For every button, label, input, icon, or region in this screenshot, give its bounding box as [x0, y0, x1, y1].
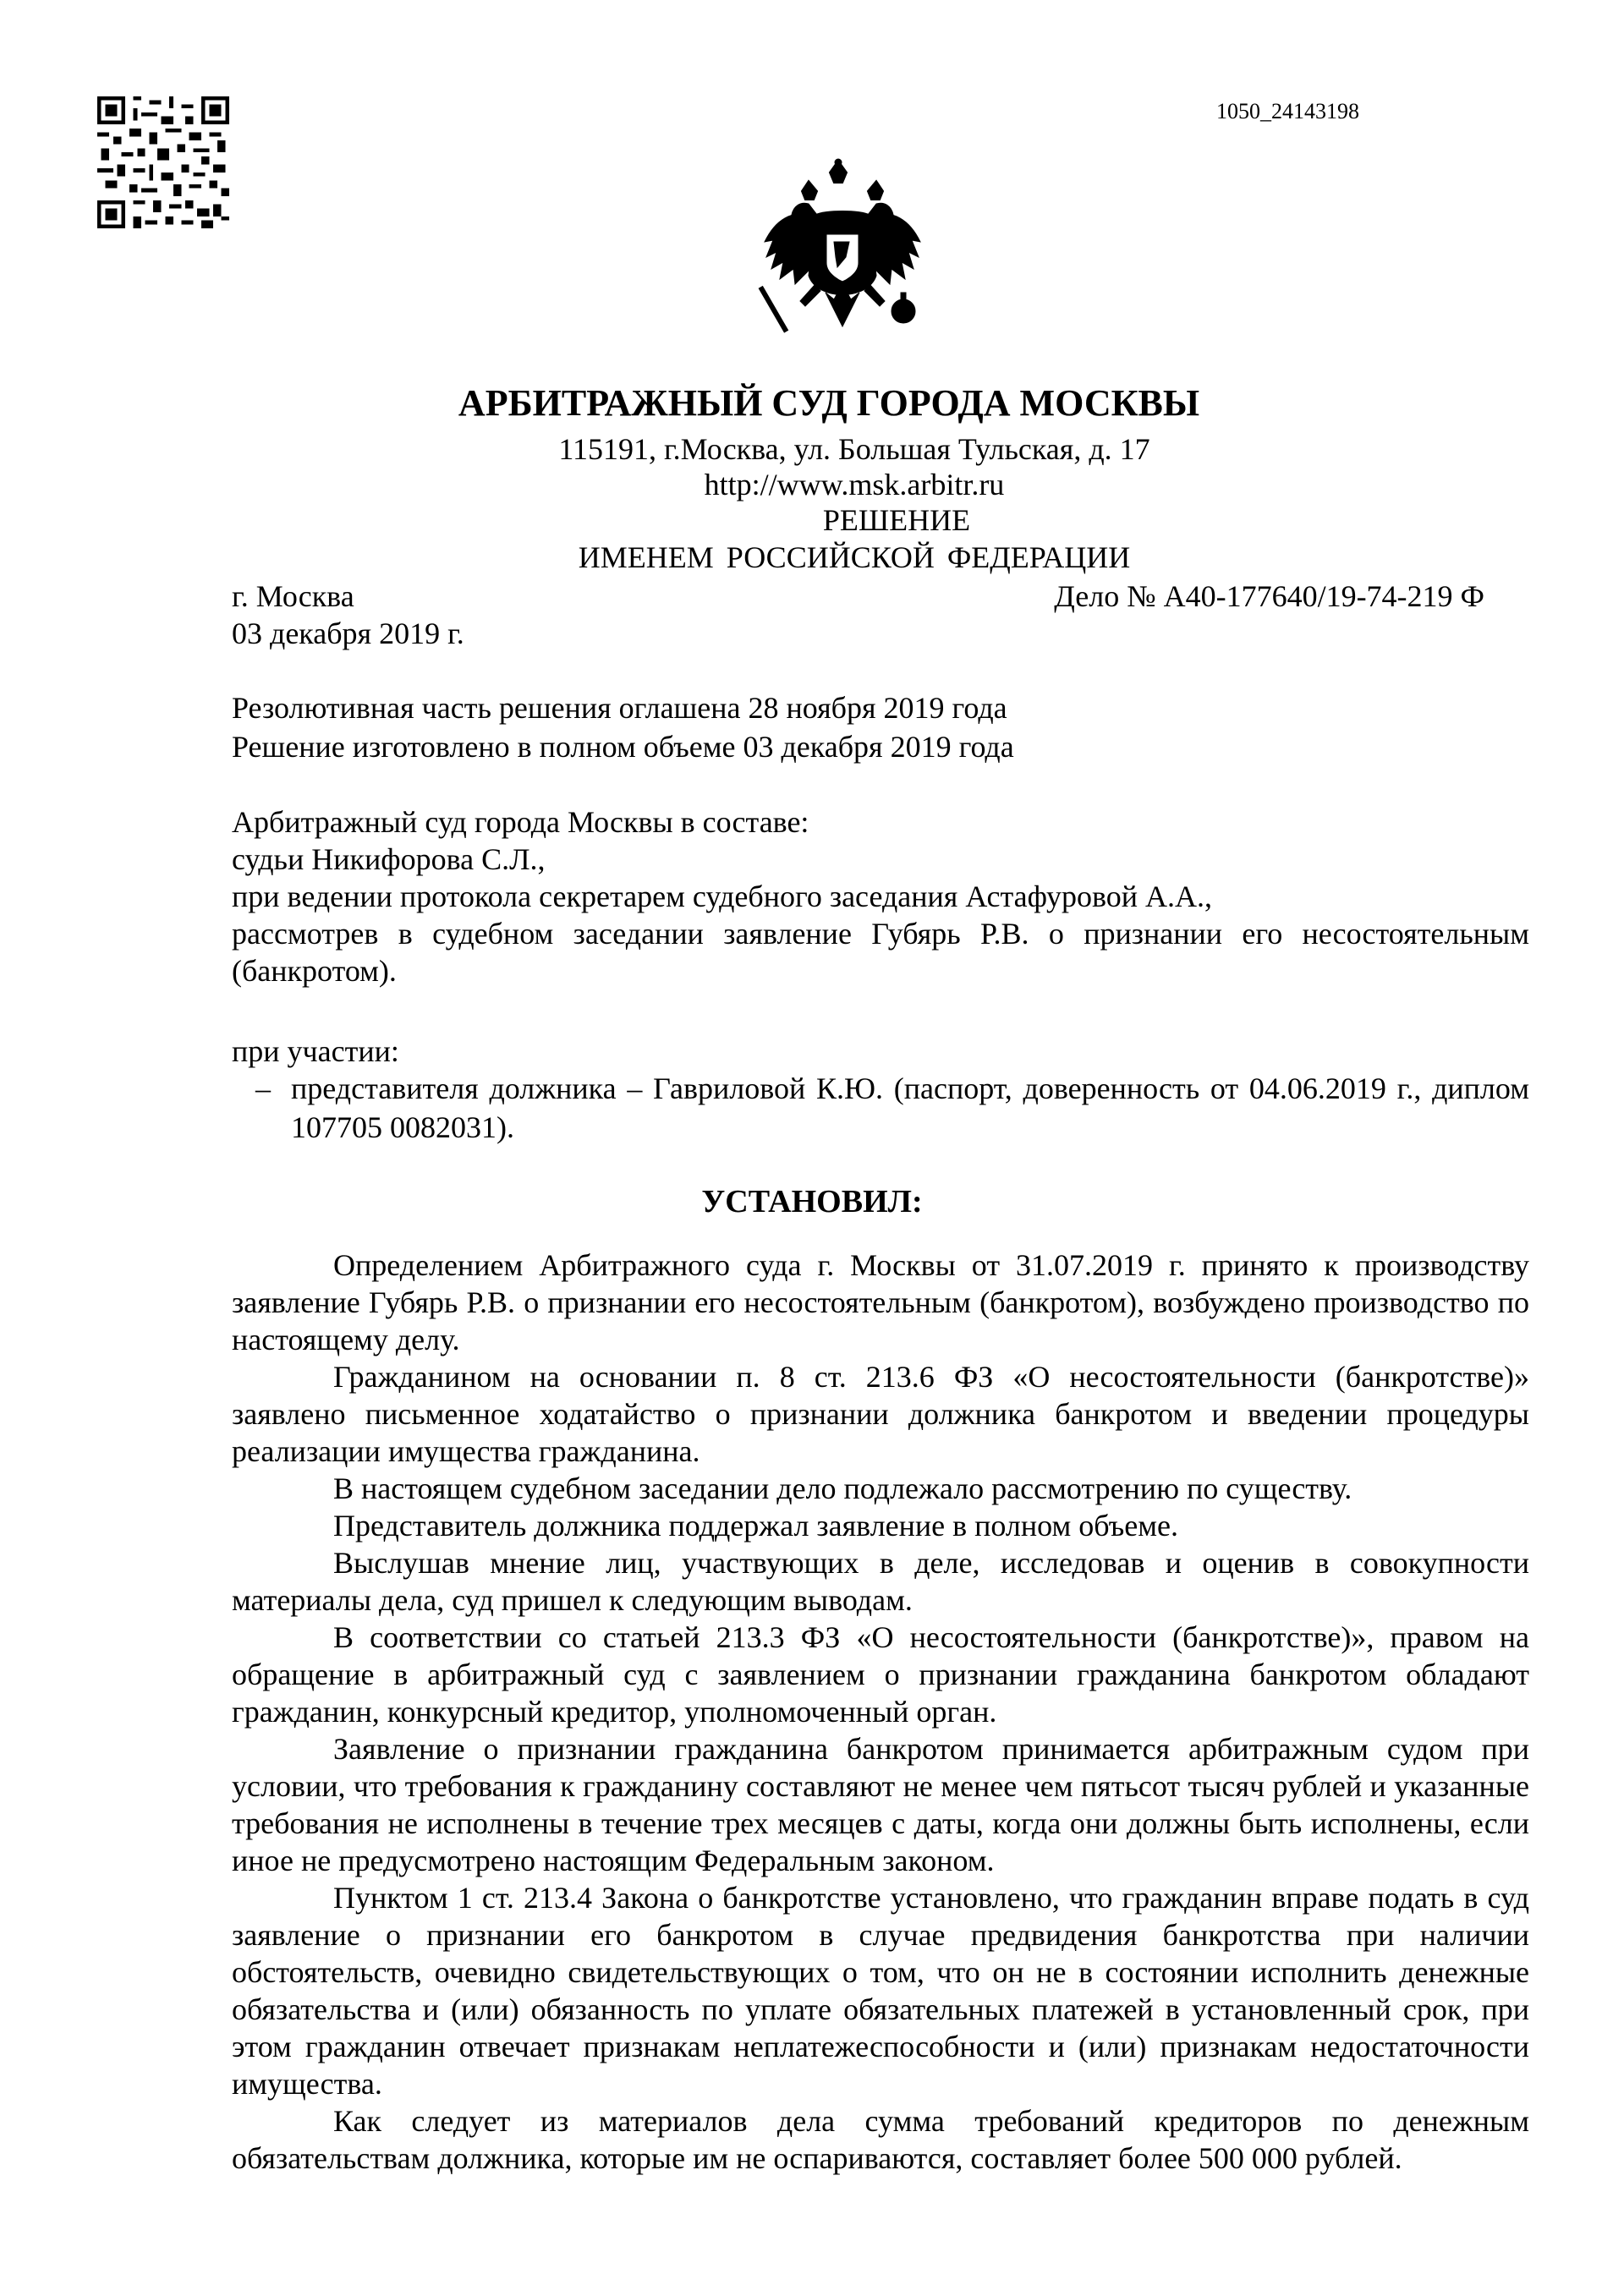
court-address: 115191, г.Москва, ул. Большая Тульская, д. 17: [558, 432, 1150, 466]
body-paragraph: Как следует из материалов дела сумма требований кредиторов по денежным обязательствам должника, которые им не оспариваются, составляет более 500 000 рублей.: [232, 2104, 1529, 2175]
court-website: http://www.msk.arbitr.ru: [704, 468, 1005, 501]
decision-date: 03 декабря 2019 г.: [232, 616, 464, 650]
document-id: 1050_24143198: [1216, 99, 1359, 123]
decision-title: РЕШЕНИЕ: [822, 503, 971, 537]
body-paragraph: Гражданином на основании п. 8 ст. 213.6 ФЗ «О несостоятельности (банкротстве)» заявлено письменное ходатайство о признании должника банкротом и введении процедуры реализации имущества гражданина.: [232, 1360, 1529, 1468]
body-paragraph: В соответствии со статьей 213.3 ФЗ «О несостоятельности (банкротстве)», правом на обращение в арбитражный суд с заявлением о признании гражданина банкротом обладают гражданин, конкурсный кредитор, уполномоченный орган.: [232, 1620, 1529, 1729]
composition-line: Арбитражный суд города Москвы в составе:: [232, 805, 809, 839]
case-number: Дело № А40-177640/19-74-219 Ф: [1054, 579, 1484, 613]
city: г. Москва: [232, 579, 354, 613]
bullet-dash: –: [255, 1071, 271, 1105]
body-paragraph: Представитель должника поддержал заявление в полном объеме.: [333, 1509, 1179, 1543]
composition-block: [232, 803, 1529, 989]
participation-item: [255, 1069, 1529, 1147]
qr-code-icon: [97, 95, 229, 230]
body-text: [232, 1247, 1529, 2177]
russian-coat-of-arms-icon: [749, 157, 935, 352]
federation-title: ИМЕНЕМ РОССИЙСКОЙ ФЕДЕРАЦИИ: [578, 540, 1131, 574]
made-line: Решение изготовлено в полном объеме 03 декабря 2019 года: [232, 730, 1014, 764]
body-paragraph: Пунктом 1 ст. 213.4 Закона о банкротстве установлено, что гражданин вправе подать в суд заявление о признании его банкротом в случае предвидения банкротства при наличии обстоятельств, очевидно свидетельствующих о том, что он не в состоянии исполнить денежные обязательства и (или) обязанность по уплате обязательных платежей в установленный срок, при этом гражданин отвечает признакам неплатежеспособности и (или) признакам недостаточности имущества.: [232, 1881, 1529, 2101]
court-name: АРБИТРАЖНЫЙ СУД ГОРОДА МОСКВЫ: [458, 382, 1200, 424]
announced-line: Резолютивная часть решения оглашена 28 ноября 2019 года: [232, 691, 1007, 725]
composition-line: рассмотрев в судебном заседании заявление Губярь Р.В. о признании его несостоятельным (банкротом).: [232, 917, 1529, 988]
body-paragraph: Выслушав мнение лиц, участвующих в деле, исследовав и оценив в совокупности материалы дела, суд пришел к следующим выводам.: [232, 1546, 1529, 1617]
body-paragraph: Заявление о признании гражданина банкротом принимается арбитражным судом при условии, что требования к гражданину составляют не менее чем пятьсот тысяч рублей и указанные требования не исполнены в течение трех месяцев с даты, когда они должны быть исполнены, если иное не предусмотрено настоящим Федеральным законом.: [232, 1732, 1529, 1877]
body-paragraph: Определением Арбитражного суда г. Москвы от 31.07.2019 г. принято к производству заявление Губярь Р.В. о признании его несостоятельным (банкротом), возбуждено производство по настоящему делу.: [232, 1248, 1529, 1356]
body-paragraph: В настоящем судебном заседании дело подлежало рассмотрению по существу.: [333, 1471, 1352, 1505]
composition-line: судьи Никифорова С.Л.,: [232, 842, 546, 876]
participation-text: представителя должника – Гавриловой К.Ю. (паспорт, доверенность от 04.06.2019 г., диплом 107705 0082031).: [291, 1071, 1529, 1144]
participation-label: при участии:: [232, 1034, 399, 1068]
section-heading: УСТАНОВИЛ:: [701, 1184, 923, 1219]
composition-line: при ведении протокола секретарем судебного заседания Астафуровой А.А.,: [232, 879, 1213, 913]
